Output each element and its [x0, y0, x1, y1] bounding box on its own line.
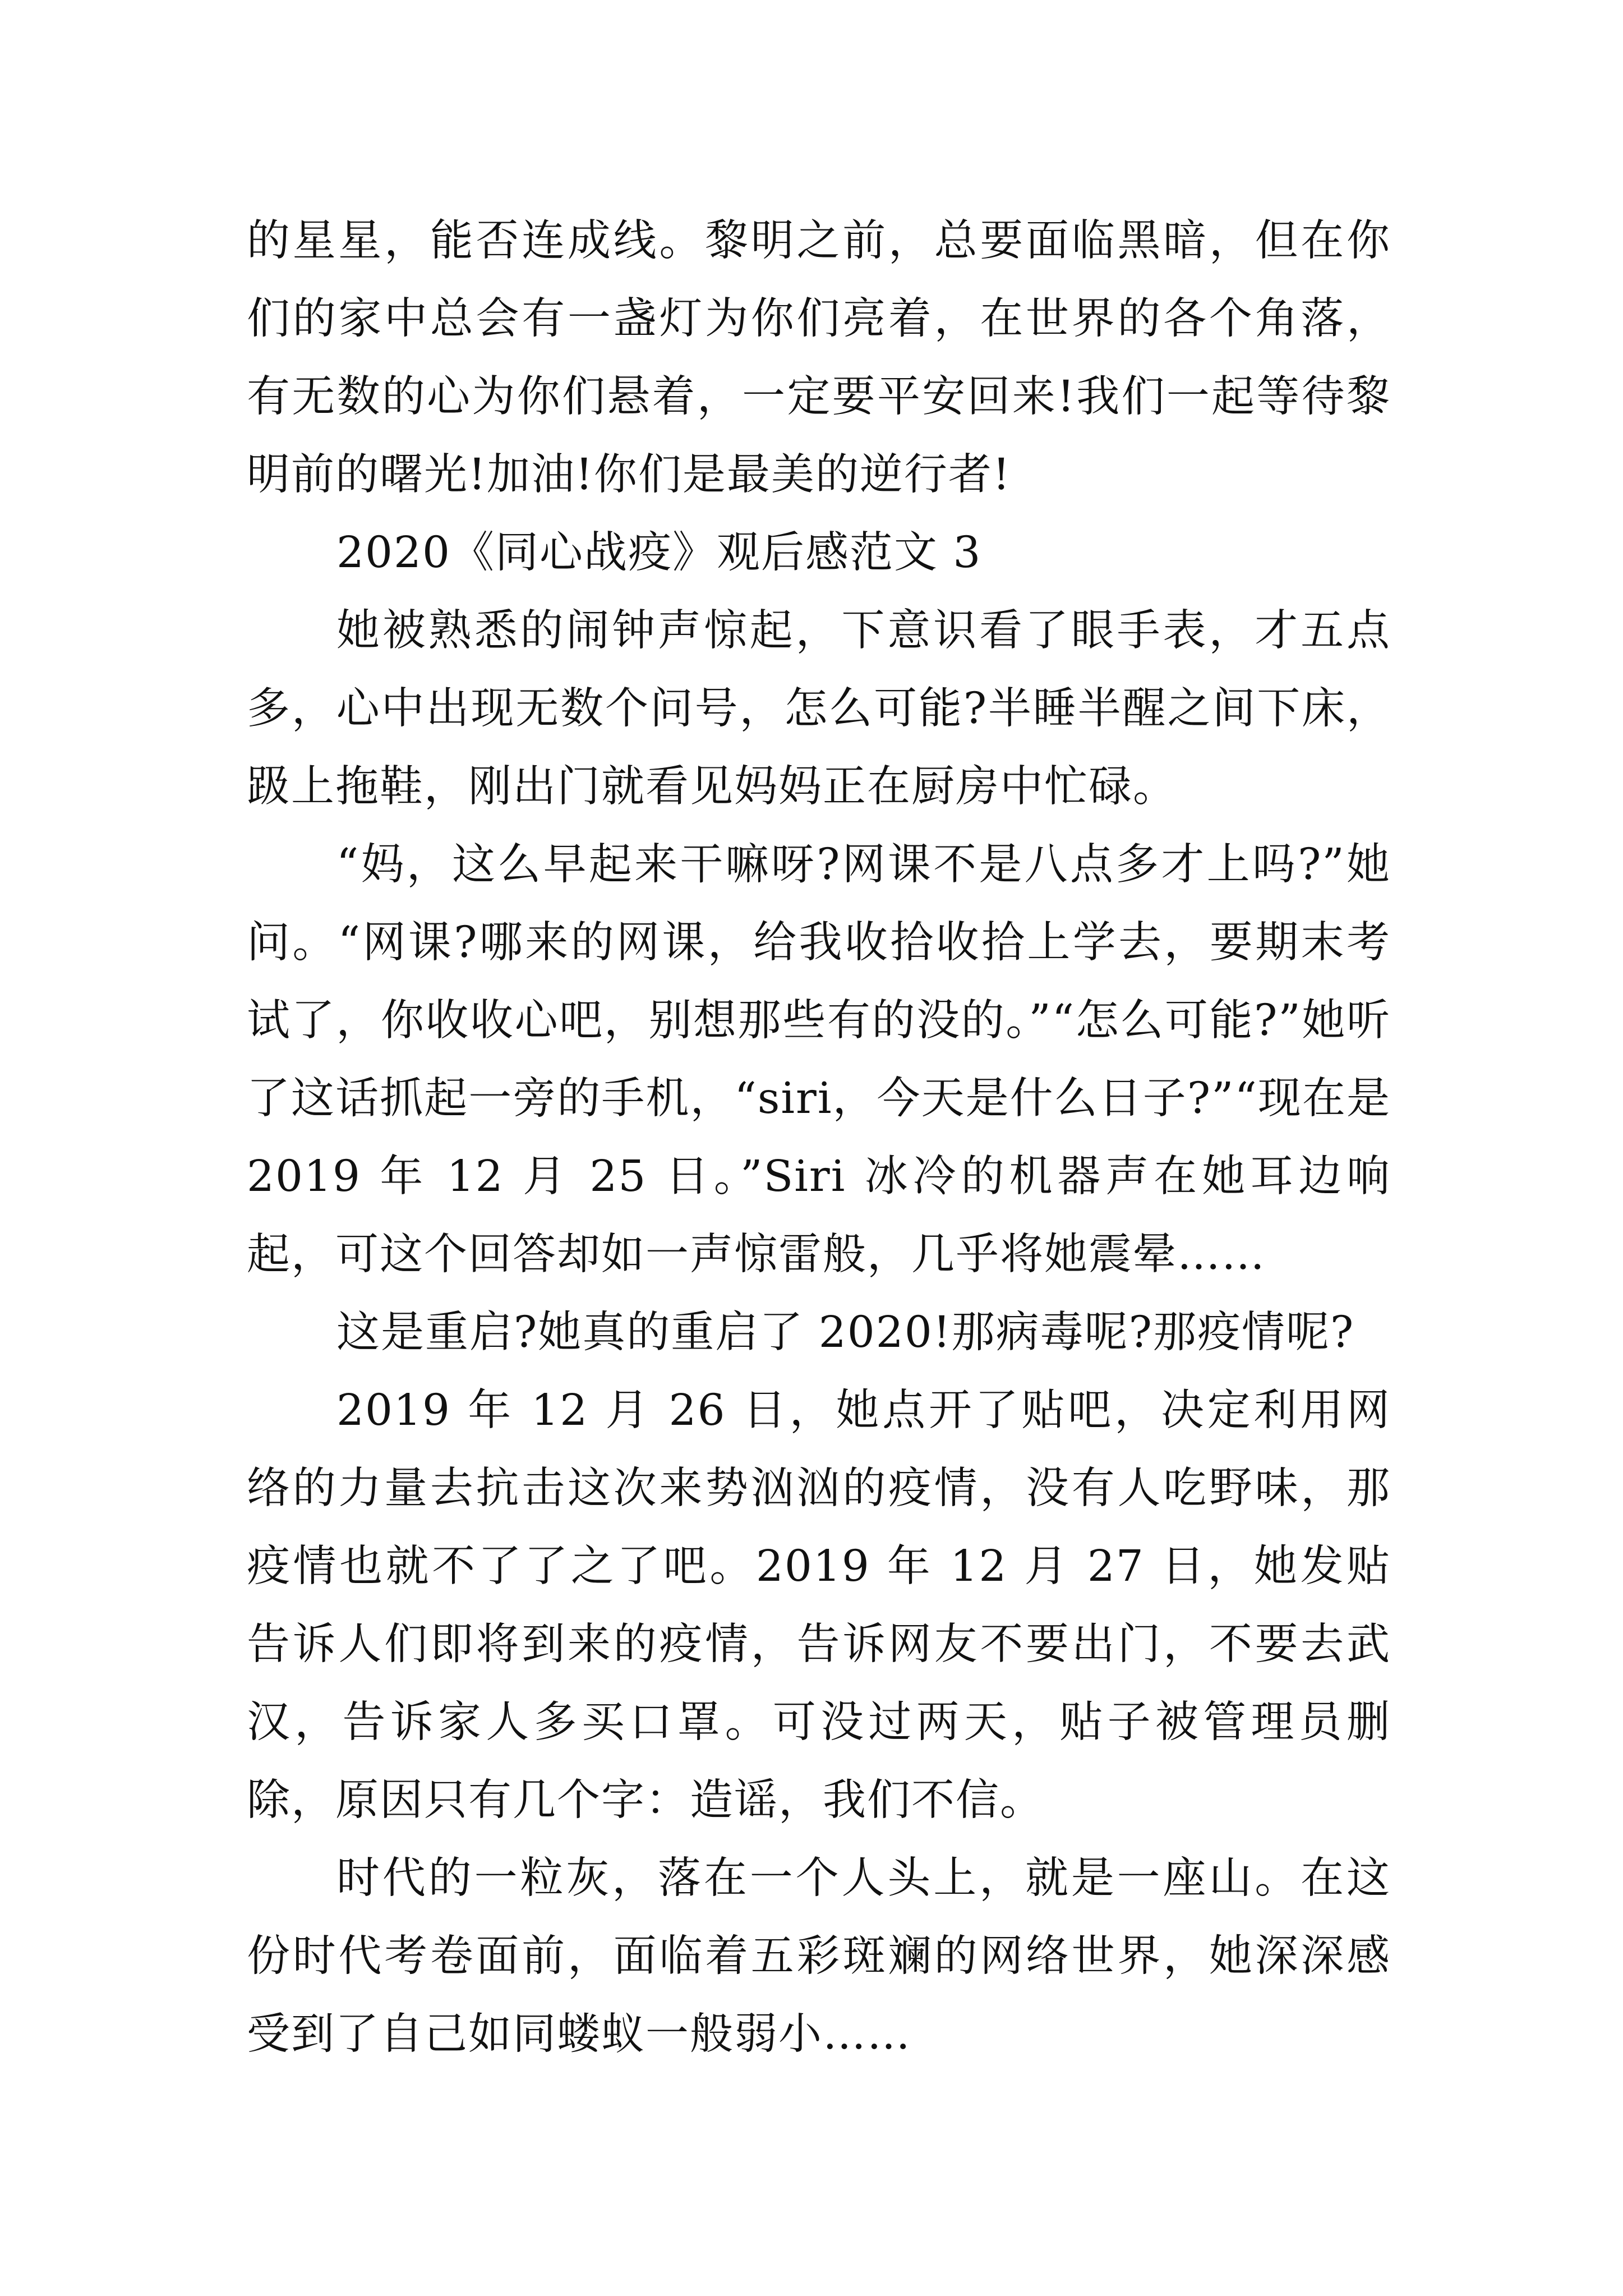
paragraph: 2019 年 12 月 26 日，她点开了贴吧，决定利用网络的力量去抗击这次来势汹汹的疫情，没有人吃野味，那疫情也就不了了之了吧。2019 年 12 月 27 日，她发贴告诉人们即将到来的疫情，告诉网友不要出门，不要去武汉，告诉家人多买口罩。可没过两天，贴子被管理员删除，原因只有几个字：造谣，我们不信。: [247, 1386, 1391, 1825]
paragraph: 她被熟悉的闹钟声惊起，下意识看了眼手表，才五点多，心中出现无数个问号，怎么可能?半睡半醒之间下床，趿上拖鞋，刚出门就看见妈妈正在厨房中忙碌。: [247, 606, 1391, 812]
section-heading: 2020《同心战疫》观后感范文 3: [336, 528, 982, 578]
paragraph-continuation: 的星星，能否连成线。黎明之前，总要面临黑暗，但在你们的家中总会有一盏灯为你们亮着，在世界的各个角落，有无数的心为你们悬着，一定要平安回来!我们一起等待黎明前的曙光!加油!你们是最美的逆行者!: [247, 216, 1391, 500]
paragraph: “妈，这么早起来干嘛呀?网课不是八点多才上吗?”她问。“网课?哪来的网课，给我收拾收拾上学去，要期末考试了，你收收心吧，别想那些有的没的。”“怎么可能?”她听了这话抓起一旁的手机，“siri，今天是什么日子?”“现在是 2019 年 12 月 25 日。”Siri 冰冷的机器声在她耳边响起，可这个回答却如一声惊雷般，几乎将她震晕……: [247, 840, 1391, 1280]
document-body: [247, 202, 1391, 2073]
paragraph: 时代的一粒灰，落在一个人头上，就是一座山。在这份时代考卷面前，面临着五彩斑斓的网络世界，她深深感受到了自己如同蝼蚁一般弱小……: [247, 1853, 1391, 2059]
paragraph: 这是重启?她真的重启了 2020!那病毒呢?那疫情呢?: [336, 1308, 1355, 1358]
